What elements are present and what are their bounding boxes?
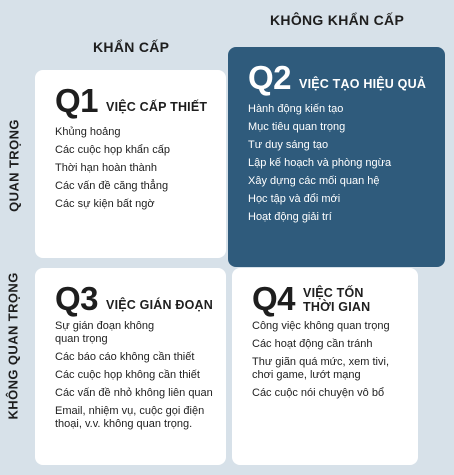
list-item: Các cuộc nói chuyện vô bổ [252,387,385,399]
list-item: Hành động kiến tạo [248,103,344,115]
quadrant-q4 [232,268,418,465]
list-item: Thư giãn quá mức, xem tivi, chơi game, lướt mạng [252,356,389,381]
column-header-not-urgent: KHÔNG KHẨN CẤP [270,12,405,28]
list-item: Học tập và đổi mới [248,193,341,205]
quadrant-number: Q4 [252,280,296,317]
quadrant-title: VIỆC CẤP THIẾT [106,100,208,114]
list-item: Các vấn đề căng thẳng [55,180,169,192]
list-item: Hoạt động giải trí [248,211,332,223]
list-item: Các sự kiện bất ngờ [55,198,155,210]
list-item: Các cuộc họp khẩn cấp [55,144,170,156]
list-item: Mục tiêu quan trọng [248,121,346,133]
list-item: Các cuộc họp không cần thiết [55,369,200,381]
list-item: Email, nhiệm vụ, cuộc gọi điện thoại, v.v. không quan trọng. [55,405,205,430]
list-item: Các hoạt động cần tránh [252,338,373,350]
quadrant-item-list [252,320,418,400]
row-header-not-important: KHÔNG QUAN TRỌNG [5,272,21,420]
list-item: Khủng hoảng [55,126,121,138]
list-item: Các báo cáo không cần thiết [55,351,195,363]
quadrant-number: Q1 [55,82,99,119]
quadrant-title: VIỆC TẠO HIỆU QUẢ [299,77,427,91]
list-item: Sự gián đoạn không quan trọng [55,320,155,345]
quadrant-item-list [55,320,226,431]
quadrant-q2 [228,47,445,267]
quadrant-number: Q2 [248,59,292,96]
list-item: Lập kế hoạch và phòng ngừa [248,157,392,169]
quadrant-number: Q3 [55,280,99,317]
list-item: Các vấn đề nhỏ không liên quan [55,387,213,399]
row-header-important: QUAN TRỌNG [6,119,22,212]
list-item: Thời hạn hoàn thành [55,162,158,174]
quadrant-title: VIỆC GIÁN ĐOẠN [106,298,214,312]
quadrant-item-list [55,126,226,211]
quadrant-q3 [35,268,226,465]
quadrant-item-list [248,103,445,224]
list-item: Xây dựng các mối quan hệ [248,175,380,187]
list-item: Công việc không quan trọng [252,320,390,332]
quadrant-q1 [35,70,226,258]
list-item: Tư duy sáng tạo [248,139,329,151]
quadrant-title: VIỆC TỐN THỜI GIAN [303,286,371,314]
column-header-urgent: KHẨN CẤP [93,39,170,55]
